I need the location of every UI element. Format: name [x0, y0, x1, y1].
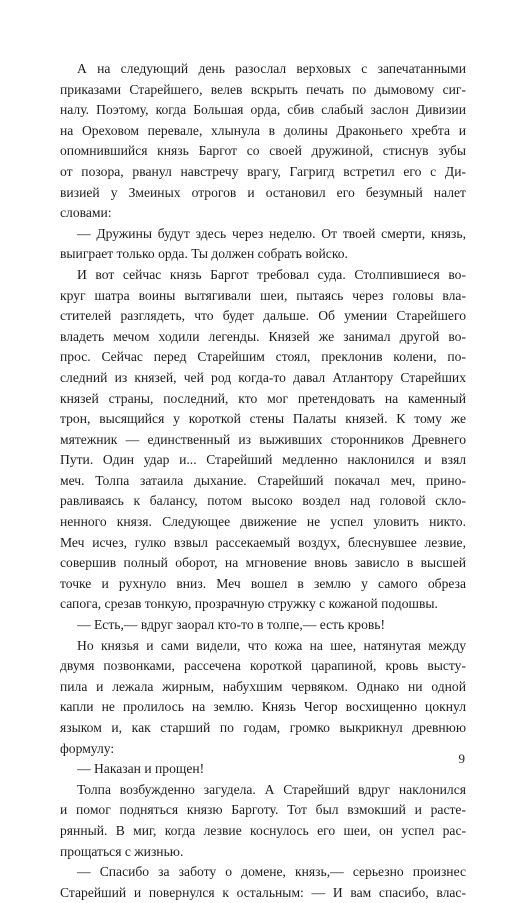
text-line: Меч исчез, гулко взвыл рассекаемый воздух, блеснувшее лезвие, [60, 534, 466, 550]
text-line: — Есть,— вдруг заорал кто-то в толпе,— есть кровь! [77, 617, 386, 633]
text-line: — Спасибо за заботу о домене, князь,— серьезно произнес [77, 864, 466, 880]
text-line: пила и лежала жирным, набухшим червяком. Однако ни одной [60, 678, 466, 694]
text-line: Толпа возбужденно загудела. А Старейший вдруг наклонился [77, 781, 466, 797]
text-line: трон, высящийся у короткой стены Палаты князей. К тому же [60, 411, 466, 427]
text-line: совершив полный оборот, на мгновение вновь зависло в высшей [60, 555, 466, 571]
text-line: И вот сейчас князь Баргот требовал суда. Столпившиеся во- [77, 266, 466, 282]
text-line: Но князья и сами видели, что кожа на шее, натянутая между [77, 637, 466, 653]
text-line: ненного князя. Следующее движение не успел уловить никто. [60, 514, 466, 530]
text-line: языком и, как старший по годам, громко выкрикнул древнюю [60, 720, 466, 735]
text-line: приказами Старейшего, велев вскрыть печать по дымовому сиг- [60, 81, 466, 97]
text-line: от позора, рванул навстречу врагу, Гагригд встретил его с Ди- [60, 163, 466, 179]
text-line: опомнившийся князь Баргот со своей дружиной, стиснув зубы [60, 143, 466, 159]
text-line: князей страны, последний, кто мог претендовать на каменный [60, 390, 466, 406]
text-line: и помог подняться князю Барготу. Тот был взмокший и расте- [60, 802, 466, 818]
text-line: стителей разглядеть, что будет дальше. Об умении Старейшего [60, 308, 466, 324]
paragraph [60, 615, 466, 636]
paragraph [60, 759, 466, 780]
text-line: мятежник — единственный из выживших сторонников Древнего [60, 431, 466, 447]
text-line: прос. Сейчас перед Старейшим стоял, преклонив колени, по- [60, 349, 466, 365]
text-line: А на следующий день разослал верховых с запечатанными [77, 61, 466, 76]
paragraph [60, 862, 466, 903]
text-line: точке и рухнуло вниз. Меч вошел в землю у самого обреза [60, 575, 466, 591]
text-line: — Дружины будут здесь через неделю. От твоей смерти, князь, [77, 225, 466, 241]
page-number: 9 [458, 751, 465, 766]
text-line: рянный. В миг, когда лезвие коснулось его шеи, он успел рас- [60, 822, 466, 838]
paragraph [60, 224, 466, 265]
text-line: выиграет только орда. Ты должен собрать войско. [60, 246, 348, 262]
paragraph [60, 636, 466, 760]
text-line: Пути. Один удар и... Старейший медленно наклонился и взял [60, 452, 466, 468]
text-line: формулу: [60, 740, 115, 756]
text-line: равливаясь к балансу, потом высоко воздел над головой скло- [60, 493, 466, 509]
text-line: на Ореховом перевале, хлынула в долины Драконьего хребта и [60, 122, 466, 138]
text-line: Старейший и повернулся к остальным: — И вам спасибо, влас- [60, 884, 466, 900]
text-line: — Наказан и прощен! [77, 761, 205, 777]
paragraph [60, 780, 466, 862]
text-line: круг шатра воины вытягивали шеи, пытаясь через головы вла- [60, 287, 466, 303]
paragraph [60, 265, 466, 615]
text-line: прощаться с жизнью. [60, 843, 184, 859]
body-text [60, 59, 466, 903]
text-line: налу. Поэтому, когда Большая орда, сбив слабый заслон Дивизии [60, 102, 466, 118]
text-line: капли не пролилось на землю. Князь Чегор восхищенно цокнул [60, 699, 466, 715]
text-line: сапога, срезав тонкую, прозрачную стружку с кожаной подошвы. [60, 596, 438, 612]
paragraph [60, 59, 466, 224]
text-line: двумя позвонками, рассечена короткой царапиной, кровь высту- [60, 658, 466, 674]
text-line: визией у Змеиных отрогов и остановил его безумный налет [60, 184, 466, 200]
text-line: владеть мечом ходили легенды. Князей же занимал другой во- [60, 328, 466, 344]
text-line: словами: [60, 205, 112, 221]
text-line: меч. Толпа затаила дыхание. Старейший покачал меч, прино- [60, 472, 466, 488]
text-line: следний из князей, чей род когда-то давал Атлантору Старейших [60, 369, 466, 385]
